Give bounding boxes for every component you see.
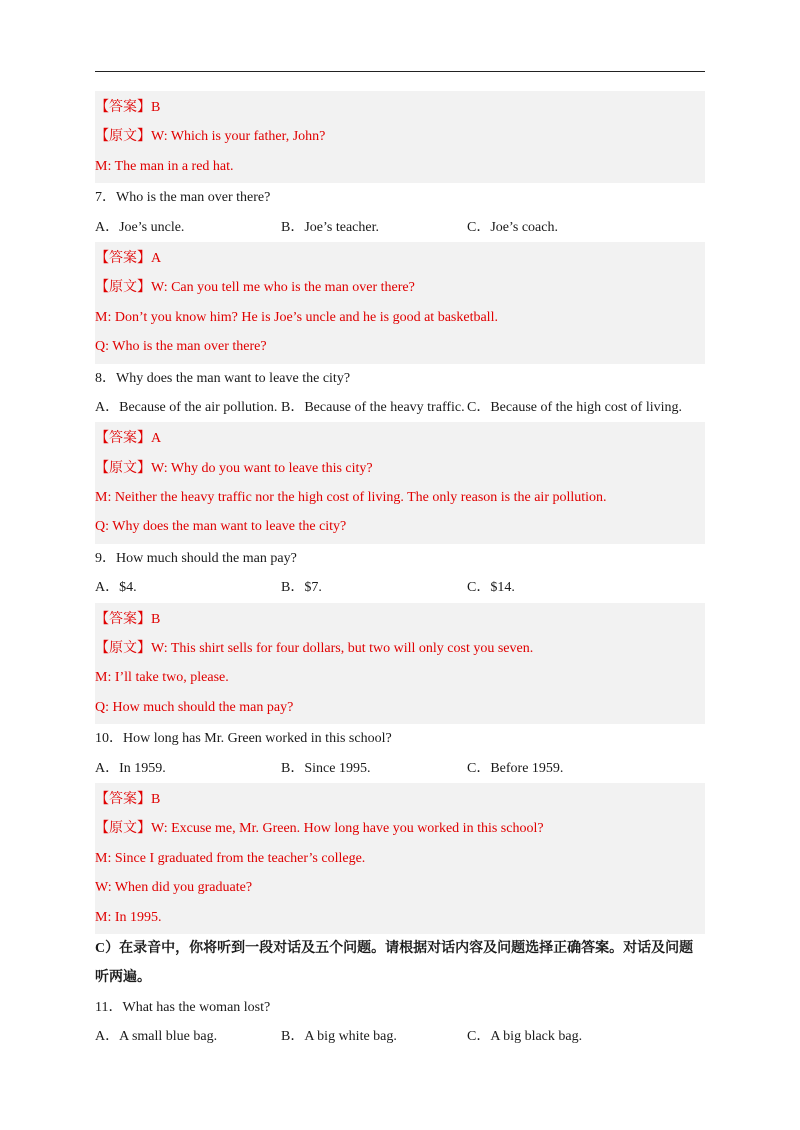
- options-q7: [95, 213, 705, 242]
- answer-label: 【答案】B: [95, 791, 161, 807]
- script-line: M: Neither the heavy traffic nor the high cost of living. The only reason is the air pollution.: [95, 490, 607, 506]
- option-c: C．Joe’s coach.: [467, 219, 558, 235]
- options-q11: [95, 1022, 705, 1051]
- script-line: Q: How much should the man pay?: [95, 699, 294, 715]
- answer-block-q8: [95, 422, 705, 544]
- script-line: 【原文】W: Why do you want to leave this city?: [95, 460, 373, 476]
- question-q9: 9．How much should the man pay?: [95, 550, 297, 566]
- answer-block-q7: [95, 242, 705, 364]
- option-a: A．A small blue bag.: [95, 1029, 218, 1045]
- page-content: [95, 91, 705, 1052]
- option-c: C．Because of the high cost of living.: [467, 399, 683, 415]
- question-q7: 7．Who is the man over there?: [95, 190, 271, 206]
- option-b: B．Since 1995.: [281, 760, 371, 776]
- option-a: A．$4.: [95, 580, 137, 596]
- script-line: 【原文】W: Can you tell me who is the man over there?: [95, 280, 415, 296]
- question-q8: 8．Why does the man want to leave the city?: [95, 370, 351, 386]
- option-b: B．Joe’s teacher.: [281, 219, 379, 235]
- options-q10: [95, 754, 705, 783]
- script-line: 【原文】W: Which is your father, John?: [95, 129, 326, 145]
- script-line: Q: Who is the man over there?: [95, 339, 267, 355]
- answer-label: 【答案】B: [95, 100, 161, 115]
- header-rule: [95, 71, 705, 72]
- option-b: B．$7.: [281, 580, 322, 596]
- option-a: A．In 1959.: [95, 760, 166, 776]
- option-b: B．A big white bag.: [281, 1029, 397, 1045]
- question-q11: 11．What has the woman lost?: [95, 999, 271, 1015]
- option-c: C．A big black bag.: [467, 1029, 583, 1045]
- option-a: A．Joe’s uncle.: [95, 219, 185, 235]
- option-c: C．Before 1959.: [467, 760, 564, 776]
- script-line: M: Don’t you know him? He is Joe’s uncle and he is good at basketball.: [95, 309, 498, 325]
- option-a: A．Because of the air pollution.: [95, 399, 278, 415]
- script-line: M: In 1995.: [95, 909, 162, 925]
- answer-label: 【答案】A: [95, 431, 162, 447]
- answer-block-q9: [95, 603, 705, 725]
- script-line: 【原文】W: Excuse me, Mr. Green. How long have you worked in this school?: [95, 821, 544, 837]
- option-c: C．$14.: [467, 580, 515, 596]
- script-line: 【原文】W: This shirt sells for four dollars, but two will only cost you seven.: [95, 641, 534, 657]
- script-line: M: The man in a red hat.: [95, 158, 234, 174]
- answer-block-q6: [95, 91, 705, 183]
- option-b: B．Because of the heavy traffic.: [281, 399, 465, 415]
- script-line: W: When did you graduate?: [95, 880, 253, 896]
- answer-label: 【答案】B: [95, 611, 161, 627]
- script-line: Q: Why does the man want to leave the city?: [95, 519, 347, 535]
- question-q10: 10．How long has Mr. Green worked in this school?: [95, 731, 392, 747]
- section-c-instructions: C）在录音中，你将听到一段对话及五个问题。请根据对话内容及问题选择正确答案。对话及问题听两遍。: [95, 940, 694, 986]
- options-q8: [95, 393, 705, 422]
- script-line: M: I’ll take two, please.: [95, 670, 229, 686]
- options-q9: [95, 573, 705, 602]
- script-line: M: Since I graduated from the teacher’s college.: [95, 850, 366, 866]
- answer-block-q10: [95, 783, 705, 934]
- answer-label: 【答案】A: [95, 250, 162, 266]
